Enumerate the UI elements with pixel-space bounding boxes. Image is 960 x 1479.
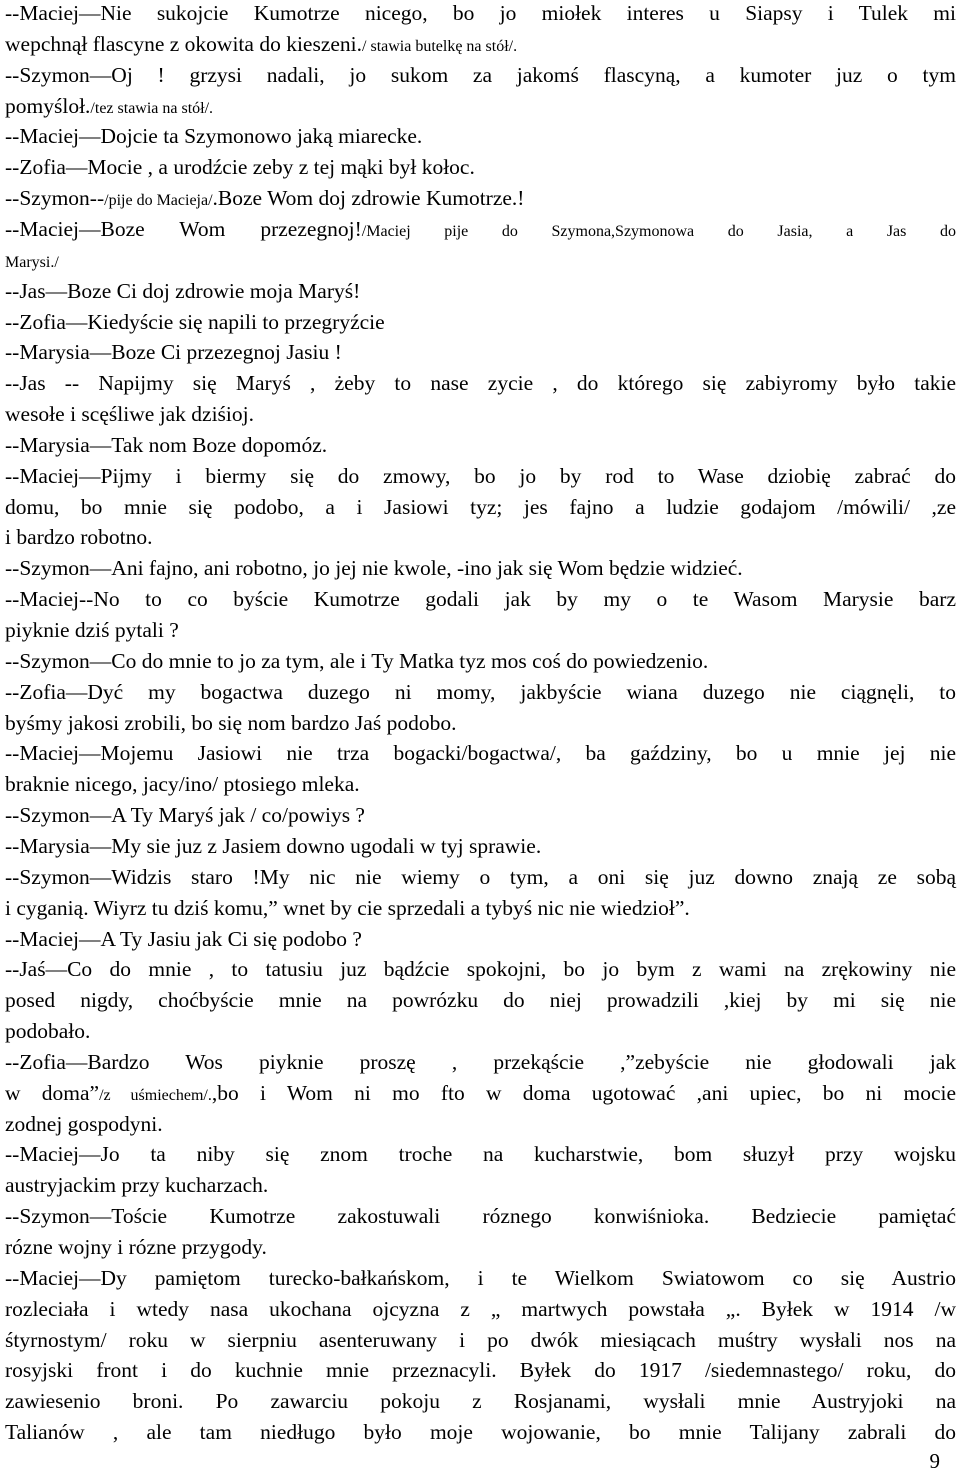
text-line (5, 247, 956, 276)
text-line (5, 1111, 956, 1137)
line-text: rózne wojny i rózne przygody. (5, 1235, 267, 1259)
text-line (5, 771, 956, 797)
line-text: posed nigdy, choćbyście mnie na powrózku do niej prowadzili ,kiej by mi się nie (5, 988, 956, 1013)
line-text: w doma” (5, 1080, 100, 1105)
line-text: --Zofia—Mocie , a urodźcie zeby z tej mąki był kołoc. (5, 155, 475, 180)
line-text: i bardzo robotno. (5, 525, 153, 550)
line-text: piyknie dziś pytali ? (5, 618, 179, 642)
text-line (5, 1265, 956, 1291)
line-text: --Maciej—A Ty Jasiu jak Ci się podobo ? (5, 926, 362, 951)
text-line (5, 648, 956, 674)
text-line (5, 1018, 956, 1044)
line-text: --Maciej—Dy pamiętom turecko-bałkańskom, i te Wielkom Swiatowom co się Austrio (5, 1265, 956, 1290)
line-text: --Maciej—Jo ta niby się znom troche na kucharstwie, bom słuzył przy wojsku (5, 1142, 956, 1167)
text-line (5, 1388, 956, 1414)
text-line (5, 1327, 956, 1353)
text-line (5, 895, 956, 921)
line-text: --Szymon—Co do mnie to jo za tym, ale i Ty Matka tyz mos coś do powiedzenio. (5, 648, 709, 673)
text-line (5, 864, 956, 890)
text-line (5, 926, 956, 952)
line-text: --Maciej—Mojemu Jasiowi nie trza bogacki/bogactwa/, ba gaździny, bo u mnie jej nie (5, 741, 956, 766)
line-text: rosyjski front i do kuchnie mnie przeznacyli. Byłek do 1917 /siedemnastego/ roku, do (5, 1358, 956, 1383)
line-text: rozleciała i wtedy nasa ukochana ojcyzna z „ martwych powstała „. Byłek w 1914 /w (5, 1296, 956, 1321)
text-line (5, 31, 956, 60)
text-line (5, 370, 956, 396)
line-text: --Szymon-- (5, 186, 105, 211)
line-text: --Szymon—Widzis staro !My nic nie wiemy o tym, a oni się juz downo znają ze sobą (5, 864, 956, 889)
text-line (5, 1296, 956, 1322)
text-line (5, 154, 956, 180)
stage-direction: / stawia butelkę na stół/. (362, 37, 518, 55)
text-line (5, 1234, 956, 1260)
text-line (5, 463, 956, 489)
text-line (5, 987, 956, 1013)
line-text: śtyrnostym/ roku w sierpniu asenteruwany i po dwók miesiącach muśtry wysłali nos na (5, 1327, 956, 1352)
text-line (5, 1357, 956, 1383)
line-text: --Maciej--No to co byście Kumotrze godali jak by my o te Wasom Marysie barz (5, 587, 956, 612)
line-text: podobało. (5, 1019, 91, 1044)
stage-direction: /Maciej pije do Szymona,Szymonowa do Jasia, a Jas do (361, 222, 956, 240)
line-text: zodnej gospodyni. (5, 1111, 163, 1136)
line-text: --Zofia—Kiedyście się napili to przegryźcie (5, 309, 385, 334)
text-line (5, 1203, 956, 1229)
line-text: --Szymon—Oj ! grzysi nadali, jo sukom za jakomś flascyną, a kumoter juz o tym (5, 62, 956, 87)
line-text: --Marysia—My sie juz z Jasiem downo ugodali w tyj sprawie. (5, 833, 542, 858)
line-text: --Marysia—Tak nom Boze dopomóz. (5, 432, 328, 457)
text-line (5, 1419, 956, 1445)
line-text: --Szymon—Ani fajno, ani robotno, jo jej nie kwole, -ino jak się Wom będzie widzieć. (5, 556, 743, 581)
text-line (5, 740, 956, 766)
text-line (5, 956, 956, 982)
line-text: byśmy jakosi zrobili, bo się nom bardzo Jaś podobo. (5, 710, 457, 735)
text-line (5, 555, 956, 581)
text-line (5, 1141, 956, 1167)
line-text: --Zofia—Bardzo Wos piyknie proszę , przekąście ,”zebyście nie głodowali jak (5, 1049, 956, 1074)
line-text: i cyganią. Wiyrz tu dziś komu,” wnet by cie sprzedali a tybyś nic nie wiedzioł”. (5, 895, 690, 920)
line-text: --Jas—Boze Ci doj zdrowie moja Maryś! (5, 278, 361, 303)
stage-direction: /tez stawia na stół/. (90, 99, 214, 117)
text-line (5, 1080, 956, 1109)
line-text: --Szymon—Toście Kumotrze zakostuwali róznego konwiśnioka. Bedziecie pamiętać (5, 1204, 956, 1229)
line-text: wepchnął flascyne z okowita do kieszeni. (5, 31, 363, 56)
line-text: --Maciej—Nie sukojcie Kumotrze nicego, bo jo miołek interes u Siapsy i Tulek mi (5, 1, 956, 25)
text-line (5, 617, 956, 643)
text-line (5, 216, 956, 245)
line-text: ,bo i Wom ni mo fto w doma ugotować ,ani upiec, bo ni mocie (211, 1080, 957, 1105)
text-line (5, 679, 956, 705)
text-line (5, 494, 956, 520)
text-line (5, 1172, 956, 1198)
line-text: --Zofia—Dyć my bogactwa duzego ni momy, jakbyście wiana duzego nie ciągnęli, to (5, 679, 956, 704)
line-text: --Szymon—A Ty Maryś jak / co/powiys ? (5, 803, 365, 828)
line-text: --Maciej—Pijmy i biermy się do zmowy, bo jo by rod to Wase dziobię zabrać do (5, 463, 956, 488)
text-line (5, 185, 956, 214)
line-text: domu, bo mnie się podobo, a i Jasiowi tyz; jes fajno a ludzie godajom /mówili/ ,ze (5, 494, 956, 519)
text-line (5, 710, 956, 736)
stage-direction: /z uśmiechem/. (99, 1086, 212, 1104)
page-number: 9 (929, 1449, 940, 1473)
text-line (5, 401, 956, 427)
text-line (5, 62, 956, 88)
stage-direction: Marysi./ (5, 253, 59, 271)
text-line (5, 309, 956, 335)
line-text: .Boze Wom doj zdrowie Kumotrze.! (212, 186, 525, 211)
line-text: austryjackim przy kucharzach. (5, 1173, 269, 1198)
text-line (5, 802, 956, 828)
text-line (5, 1049, 956, 1075)
line-text: Talianów , ale tam niedługo było moje wojowanie, bo mnie Talijany zabrali do (5, 1420, 956, 1445)
line-text: --Marysia—Boze Ci przezegnoj Jasiu ! (5, 340, 342, 365)
text-line (5, 833, 956, 859)
text-line (5, 339, 956, 365)
line-text: --Jaś—Co do mnie , to tatusiu juz bądźcie spokojni, bo jo bym z wami na zrękowiny nie (5, 957, 956, 982)
line-text: pomyśloł. (5, 93, 91, 118)
stage-direction: /pije do Macieja/ (104, 192, 213, 210)
line-text: zawiesenio broni. Po zawarciu pokoju z Rosjanami, wysłali mnie Austryjoki na (5, 1389, 956, 1414)
text-line (5, 524, 956, 550)
text-line (5, 278, 956, 304)
line-text: wesołe i scęśliwe jak dziśioj. (5, 402, 254, 427)
text-line (5, 432, 956, 458)
line-text: --Jas -- Napijmy się Maryś , żeby to nase zycie , do którego się zabiyromy było takie (5, 371, 956, 396)
line-text: braknie nicego, jacy/ino/ ptosiego mleka. (5, 772, 360, 797)
text-line (5, 586, 956, 612)
text-line (5, 123, 956, 149)
text-line (5, 0, 956, 26)
text-line (5, 93, 956, 122)
line-text: --Maciej—Dojcie ta Szymonowo jaką miarecke. (5, 124, 423, 149)
line-text: --Maciej—Boze Wom przezegnoj! (5, 216, 362, 241)
